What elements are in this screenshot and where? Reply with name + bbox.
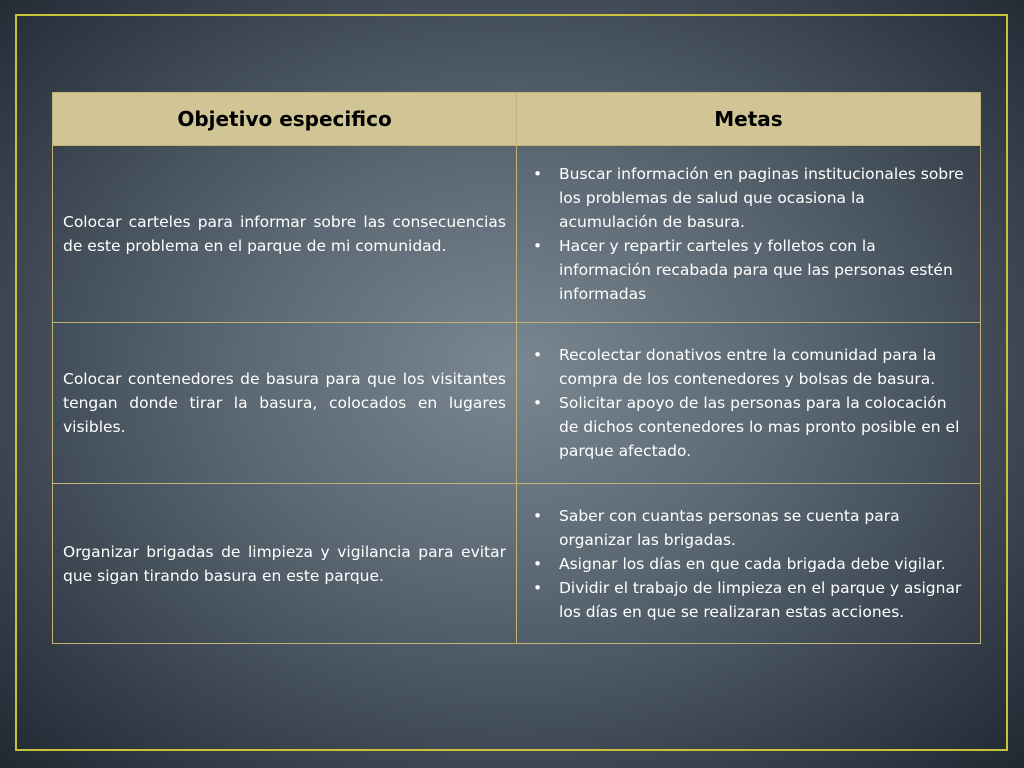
bullet-icon: • [533,165,543,183]
meta-text: Hacer y repartir carteles y folletos con la información recabada para que las personas estén informadas [559,237,953,303]
bullet-icon: • [533,346,543,364]
bullet-icon: • [533,394,543,412]
bullet-icon: • [533,506,543,525]
header-objetivo: Objetivo especifico [53,93,517,146]
meta-text: Recolectar donativos entre la comunidad para la compra de los contenedores y bolsas de basura. [559,346,937,388]
meta-item [517,576,968,624]
header-metas: Metas [517,93,981,146]
meta-item [517,552,968,576]
meta-item [517,504,968,552]
table-row [53,323,981,484]
goals-table [52,92,981,644]
meta-item [517,391,968,463]
meta-item [517,343,968,391]
bullet-icon: • [533,578,543,597]
objetivo-cell: Organizar brigadas de limpieza y vigilancia para evitar que sigan tirando basura en este parque. [53,484,517,644]
metas-cell [517,146,981,323]
bullet-icon: • [533,554,543,573]
meta-item [517,234,968,306]
bullet-icon: • [533,237,543,255]
meta-text: Buscar información en paginas institucionales sobre los problemas de salud que ocasiona la acumulación de basura. [559,165,964,231]
meta-text: Dividir el trabajo de limpieza en el parque y asignar los días en que se realizaran estas acciones. [559,578,962,621]
meta-text: Asignar los días en que cada brigada debe vigilar. [559,554,946,573]
table-row [53,484,981,644]
objetivo-cell: Colocar carteles para informar sobre las consecuencias de este problema en el parque de mi comunidad. [53,146,517,323]
meta-text: Saber con cuantas personas se cuenta para organizar las brigadas. [559,506,900,549]
metas-cell [517,484,981,644]
metas-list [517,162,980,306]
metas-list [517,504,980,624]
meta-item [517,162,968,234]
table-header-row [53,93,981,146]
objetivo-cell: Colocar contenedores de basura para que los visitantes tengan donde tirar la basura, colocados en lugares visibles. [53,323,517,484]
table-row [53,146,981,323]
meta-text: Solicitar apoyo de las personas para la colocación de dichos contenedores lo mas pronto posible en el parque afectado. [559,394,960,460]
metas-list [517,343,980,463]
metas-cell [517,323,981,484]
